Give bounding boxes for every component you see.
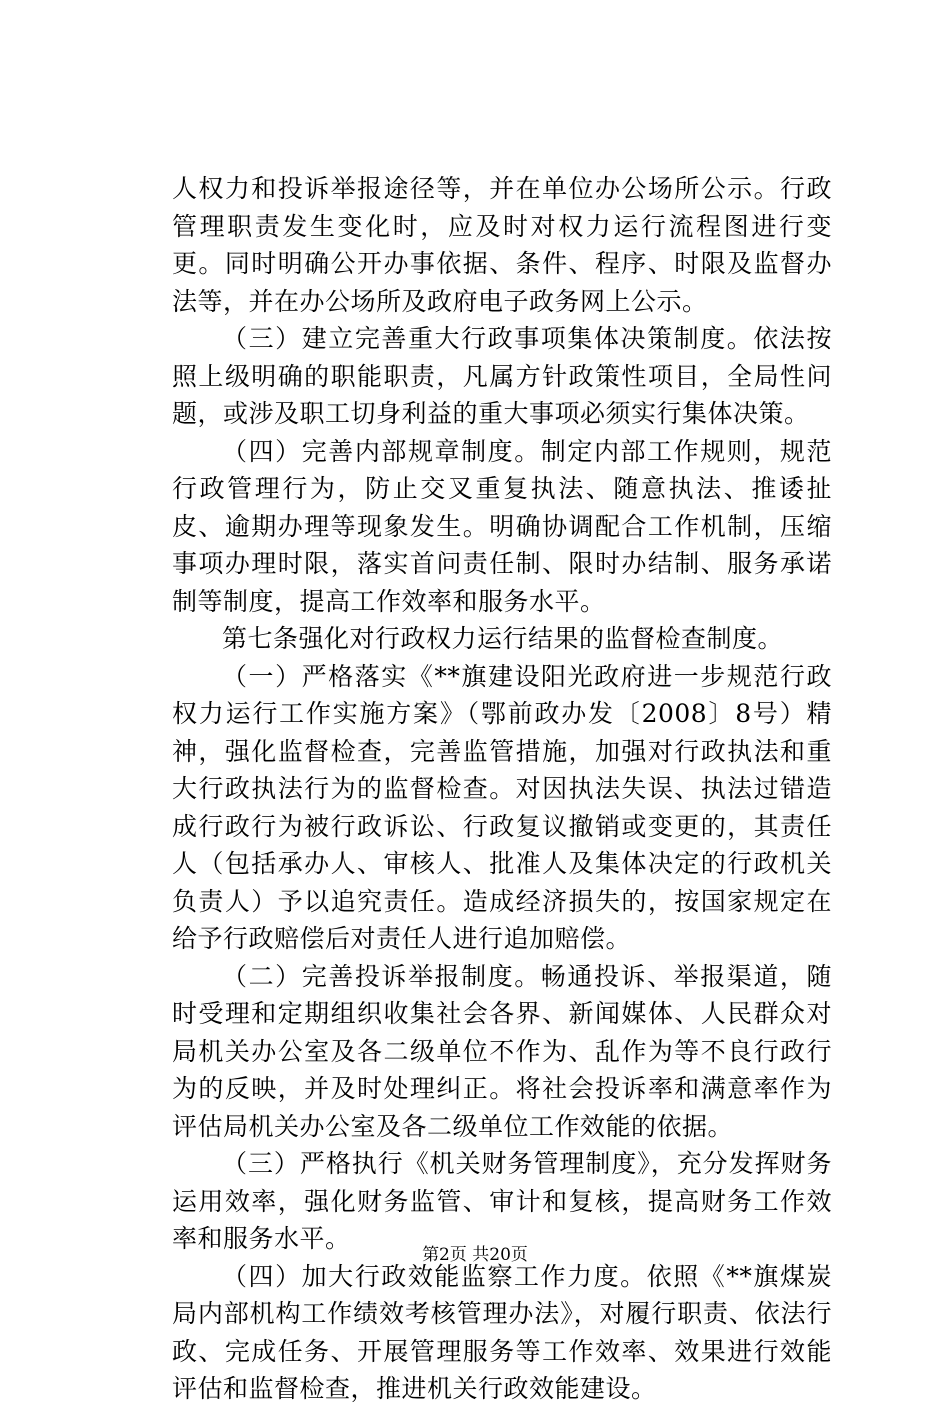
paragraph-6: （二）完善投诉举报制度。畅通投诉、举报渠道，随时受理和定期组织收集社会各界、新闻媒体、人民群众对局机关办公室及各二级单位不作为、乱作为等不良行政行为的反映，并及时处理纠正。将社会投诉率和满意率作为评估局机关办公室及各二级单位工作效能的依据。 <box>172 961 832 1141</box>
paragraph-5: （一）严格落实《**旗建设阳光政府进一步规范行政权力运行工作实施方案》（鄂前政办发〔2008〕8号）精神，强化监督检查，完善监管措施，加强对行政执法和重大行政执法行为的监督检查。对因执法失误、执法过错造成行政行为被行政诉讼、行政复议撤销或变更的，其责任人（包括承办人、审核人、批准人及集体决定的行政机关负责人）予以追究责任。造成经济损失的，按国家规定在给予行政赔偿后对责任人进行追加赔偿。 <box>172 661 832 953</box>
page-number-footer: 第2页 共20页 <box>422 1245 528 1265</box>
paragraph-8: （四）加大行政效能监察工作力度。依照《**旗煤炭局内部机构工作绩效考核管理办法》，对履行职责、依法行政、完成任务、开展管理服务等工作效率、效果进行效能评估和监督检查，推进机关行政效能建设。 <box>172 1261 832 1403</box>
paragraph-1: 人权力和投诉举报途径等，并在单位办公场所公示。行政管理职责发生变化时，应及时对权力运行流程图进行变更。同时明确公开办事依据、条件、程序、时限及监督办法等，并在办公场所及政府电子政务网上公示。 <box>172 174 832 316</box>
paragraph-2: （三）建立完善重大行政事项集体决策制度。依法按照上级明确的职能职责，凡属方针政策性项目，全局性问题，或涉及职工切身利益的重大事项必须实行集体决策。 <box>172 324 832 428</box>
paragraph-7: （三）严格执行《机关财务管理制度》，充分发挥财务运用效率，强化财务监管、审计和复核，提高财务工作效率和服务水平。 <box>172 1149 832 1253</box>
document-body <box>172 170 832 1408</box>
article-heading: 第七条强化对行政权力运行结果的监督检查制度。 <box>222 624 784 653</box>
paragraph-3: （四）完善内部规章制度。制定内部工作规则，规范行政管理行为，防止交叉重复执法、随意执法、推诿扯皮、逾期办理等现象发生。明确协调配合工作机制，压缩事项办理时限，落实首问责任制、限时办结制、服务承诺制等制度，提高工作效率和服务水平。 <box>172 436 832 616</box>
